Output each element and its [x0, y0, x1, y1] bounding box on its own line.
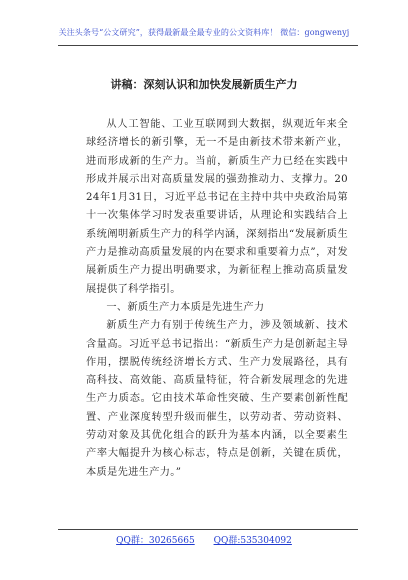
- footer-divider: [58, 529, 358, 530]
- body-paragraph-1: 从人工智能、工业互联网到大数据，纵观近年来全球经济增长的新引擎，无一不是由新技术带来新产业，进而形成新的生产力。当前，新质生产力已经在实践中形成并展示出对高质量发展的强劲推动力、支撑力。2024年1月31日，习近平总书记在主持中共中央政治局第十一次集体学习时发表重要讲话，从理论和实践结合上系统阐明新质生产力的科学内涵，深刻指出“发展新质生产力是推动高质量发展的内在要求和重要着力点”，对发展新质生产力提出明确要求，为新征程上推动高质量发展提供了科学指引。: [86, 119, 348, 295]
- header-note: 关注头条号“公文研究”，获得最新最全最专业的公文资料库！ 微信：gongwenyj: [58, 28, 350, 37]
- footer-qq-group-1[interactable]: QQ群：30265665: [116, 536, 195, 546]
- body-paragraph-2: 新质生产力有别于传统生产力，涉及领域新、技术含量高。习近平总书记指出：“新质生产力是创新起主导作用，摆脱传统经济增长方式、生产力发展路径，具有高科技、高效能、高质量特征，符合新发展理念的先进生产力质态。它由技术革命性突破、生产要素创新性配置、产业深度转型升级而催生，以劳动者、劳动资料、劳动对象及其优化组合的跃升为基本内涵，以全要素生产率大幅提升为核心标志，特点是创新，关键在质优，本质是先进生产力。”: [86, 320, 348, 478]
- header-divider: [58, 45, 358, 46]
- document-title: 讲稿：深刻认识和加快发展新质生产力: [110, 78, 298, 91]
- footer-qq-group-2[interactable]: QQ群:535304092: [213, 536, 292, 546]
- footer: [0, 533, 408, 546]
- section-heading: 一、新质生产力本质是先进生产力: [106, 301, 265, 313]
- document-body: [86, 116, 348, 482]
